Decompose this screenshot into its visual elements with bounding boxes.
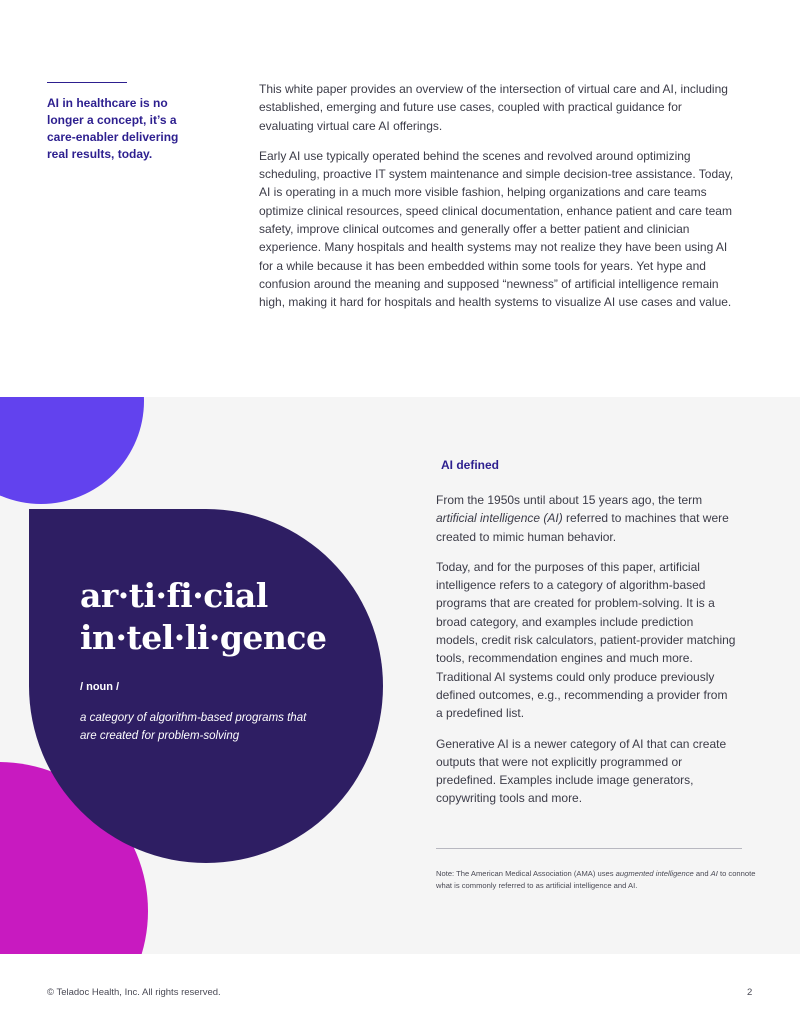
decorative-purple-circle	[0, 397, 144, 504]
definition-part-of-speech: / noun /	[80, 681, 120, 693]
definition-word-line1: ar·ti·fi·cial	[80, 576, 268, 615]
text-run: From the 1950s until about 15 years ago, the term	[436, 493, 703, 507]
footer-copyright: © Teladoc Health, Inc. All rights reserved.	[47, 987, 221, 998]
intro-section	[259, 80, 739, 324]
intro-paragraph: This white paper provides an overview of the intersection of virtual care and AI, including established, emerging and future use cases, coupled with practical guidance for evaluating virtual care AI offerings.	[259, 82, 728, 133]
intro-paragraph: Early AI use typically operated behind the scenes and revolved around optimizing scheduling, proactive IT system maintenance and simple decision-tree assistance. Today, AI is operating in a much more visible fashion, helping organizations and care teams optimize clinical resources, speed clinical documentation, enhance patient and care team safety, improve clinical outcomes and generally offer a better patient and clinician experience. Many hospitals and health systems may not realize they have been using AI for a while because it has been embedded within some tools for years. Yet hype and confusion around the meaning and supposed “newness” of artificial intelligence remain high, making it hard for hospitals and health systems to visualize AI use cases and value.	[259, 148, 734, 310]
ai-defined-heading: AI defined	[441, 458, 500, 472]
ai-defined-body	[436, 491, 736, 820]
emphasized-term: AI	[710, 869, 718, 878]
pullquote: AI in healthcare is no longer a concept, it’s a care-enabler delivering real results, today.	[47, 96, 179, 161]
ai-defined-paragraph: Generative AI is a newer category of AI that can create outputs that were not explicitly programmed or predefined. Examples include image generators, copywriting tools and more.	[436, 736, 727, 806]
definition-word-line2: in·tel·li·gence	[80, 618, 327, 657]
page-number: 2	[747, 987, 753, 998]
emphasized-term: augmented intelligence	[615, 869, 694, 878]
definition-word	[80, 575, 327, 659]
ai-defined-paragraph: Today, and for the purposes of this paper, artificial intelligence refers to a category of algorithm-based programs that are created for problem-solving. It is a broad category, and examples include prediction models, credit risk calculators, patient-provider matching tools, recommendation engines and much more. Traditional AI systems could only produce previously defined outcomes, e.g., recommending a provider from a predefined list.	[436, 559, 736, 721]
pullquote-rule	[47, 82, 127, 83]
footnote	[436, 868, 756, 892]
text-run: Note: The American Medical Association (AMA) uses	[436, 869, 616, 878]
definition-panel	[0, 397, 800, 954]
emphasized-term: artificial intelligence (AI)	[436, 511, 563, 526]
note-divider	[436, 848, 742, 849]
text-run: and	[693, 869, 711, 878]
text-run: referred to machines that were created to mimic human behavior.	[436, 511, 729, 544]
text-run: to connote what is commonly referred to as artificial intelligence and AI.	[436, 869, 756, 890]
definition-meaning: a category of algorithm-based programs that are created for problem-solving	[80, 712, 307, 742]
ai-defined-paragraph	[436, 491, 736, 546]
